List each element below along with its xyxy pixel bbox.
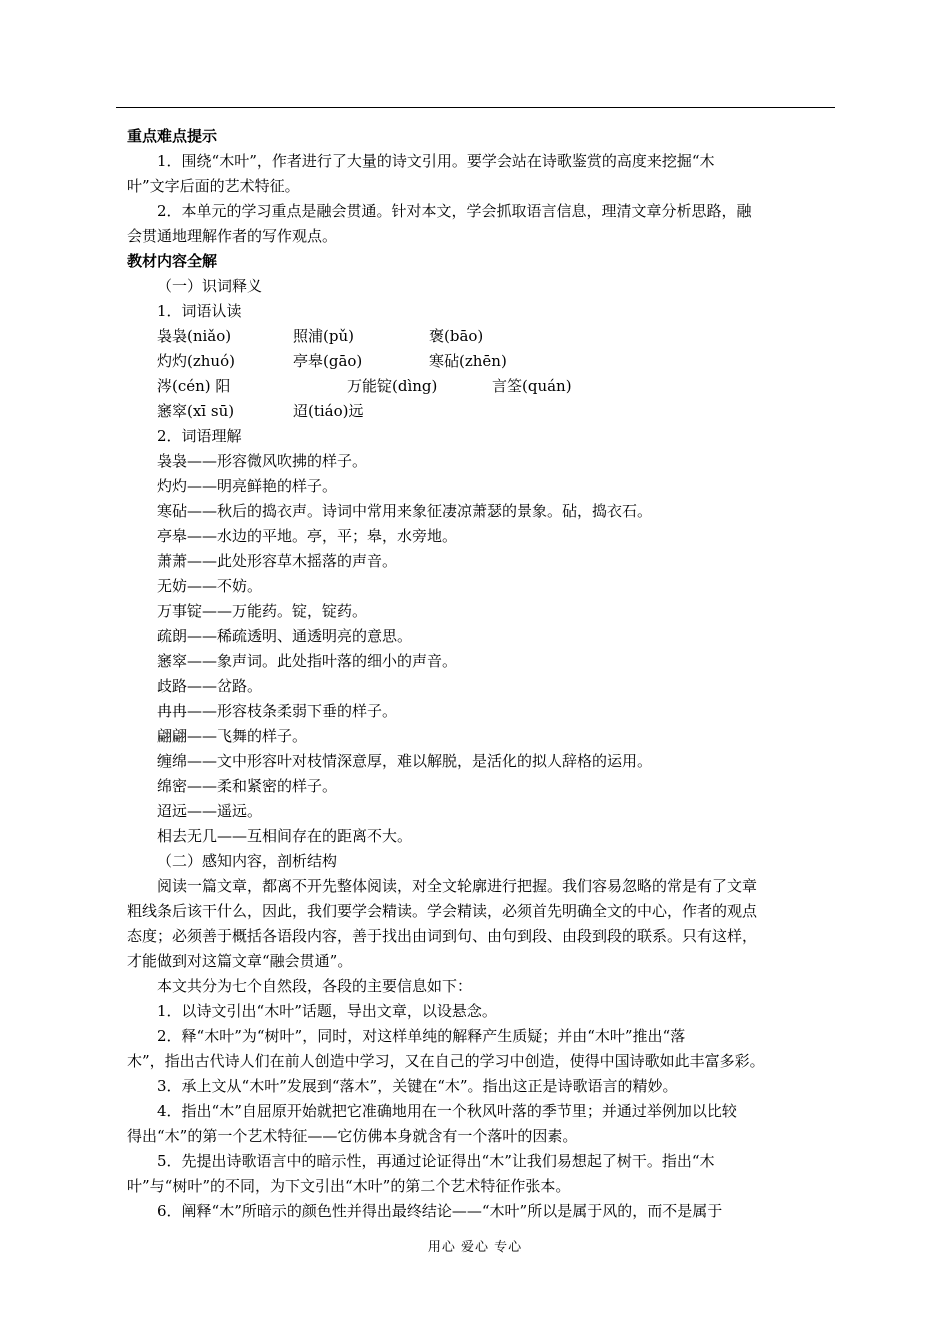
list-item-continuation: 木”，指出古代诗人们在前人创造中学习，又在自己的学习中创造，使得中国诗歌如此丰富多彩。 — [127, 1052, 765, 1070]
subsection-heading: （二）感知内容，剖析结构 — [157, 852, 338, 870]
definition-item: 无妨——不妨。 — [157, 577, 263, 595]
subsection-heading: （一）识词释义 — [157, 277, 263, 295]
vocab-row — [127, 399, 833, 424]
paragraph-line: 2．本单元的学习重点是融会贯通。针对本文，学会抓取语言信息，理清文章分析思路，融 — [157, 202, 752, 220]
vocab-row — [127, 349, 833, 374]
paragraph-line: 态度；必须善于概括各语段内容，善于找出由词到句、由句到段、由段到段的联系。只有这样， — [127, 927, 758, 945]
definition-item: 绵密——柔和紧密的样子。 — [157, 777, 338, 795]
vocab-item: 灼灼(zhuó) — [157, 352, 235, 370]
list-item-continuation: 叶”与“树叶”的不同，为下文引出“木叶”的第二个艺术特征作张本。 — [127, 1177, 571, 1195]
vocab-item: 言筌(quán) — [492, 377, 572, 395]
paragraph-line: 1．围绕“木叶”，作者进行了大量的诗文引用。要学会站在诗歌鉴赏的高度来挖掘“木 — [157, 152, 715, 170]
vocab-item: 袅袅(niǎo) — [157, 327, 232, 345]
definition-item: 迢远——遥远。 — [157, 802, 263, 820]
definition-item: 袅袅——形容微风吹拂的样子。 — [157, 452, 368, 470]
subsection-heading: 1．词语认读 — [157, 302, 242, 320]
definition-item: 冉冉——形容枝条柔弱下垂的样子。 — [157, 702, 398, 720]
definition-item: 灼灼——明亮鲜艳的样子。 — [157, 477, 338, 495]
definition-item: 疏朗——稀疏透明、通透明亮的意思。 — [157, 627, 413, 645]
vocab-item: 照浦(pǔ) — [293, 327, 354, 345]
header-rule — [116, 107, 835, 108]
vocab-item: 褒(bāo) — [429, 327, 484, 345]
definition-item: 寒砧——秋后的捣衣声。诗词中常用来象征凄凉萧瑟的景象。砧，捣衣石。 — [157, 502, 653, 520]
definition-item: 亭皋——水边的平地。亭，平；皋，水旁地。 — [157, 527, 458, 545]
vocab-row — [127, 324, 833, 349]
list-item-continuation: 得出“木”的第一个艺术特征——它仿佛本身就含有一个落叶的因素。 — [127, 1127, 578, 1145]
definition-item: 缠绵——文中形容叶对枝情深意厚，难以解脱，是活化的拟人辞格的运用。 — [157, 752, 653, 770]
list-item: 2．释“木叶”为“树叶”，同时，对这样单纯的解释产生质疑；并由“木叶”推出“落 — [157, 1027, 686, 1045]
list-item: 4．指出“木”自屈原开始就把它准确地用在一个秋风叶落的季节里；并通过举例加以比较 — [157, 1102, 737, 1120]
vocab-row — [127, 374, 833, 399]
section-heading-content: 教材内容全解 — [127, 252, 218, 270]
vocab-item: 亭皋(gāo) — [293, 352, 363, 370]
list-item: 3．承上文从“木叶”发展到“落木”，关键在“木”。指出这正是诗歌语言的精妙。 — [157, 1077, 678, 1095]
page-footer: 用心 爱心 专心 — [427, 1240, 523, 1255]
paragraph-line: 本文共分为七个自然段，各段的主要信息如下： — [157, 977, 473, 995]
list-item: 1．以诗文引出“木叶”话题，导出文章，以设悬念。 — [157, 1002, 497, 1020]
definition-item: 窸窣——象声词。此处指叶落的细小的声音。 — [157, 652, 458, 670]
list-item: 6．阐释“木”所暗示的颜色性并得出最终结论——“木叶”所以是属于风的，而不是属于 — [157, 1202, 723, 1220]
vocab-item: 窸窣(xī sū) — [157, 402, 235, 420]
paragraph-line: 粗线条后该干什么，因此，我们要学会精读。学会精读，必须首先明确全文的中心，作者的观点 — [127, 902, 758, 920]
vocab-item: 迢(tiáo)远 — [293, 402, 364, 420]
definition-item: 相去无几——互相间存在的距离不大。 — [157, 827, 413, 845]
paragraph-line: 会贯通地理解作者的写作观点。 — [127, 227, 338, 245]
vocab-item: 寒砧(zhēn) — [429, 352, 507, 370]
definition-item: 歧路——岔路。 — [157, 677, 263, 695]
list-item: 5．先提出诗歌语言中的暗示性，再通过论证得出“木”让我们易想起了树干。指出“木 — [157, 1152, 715, 1170]
paragraph-line: 才能做到对这篇文章“融会贯通”。 — [127, 952, 353, 970]
definition-item: 翩翩——飞舞的样子。 — [157, 727, 308, 745]
definition-item: 万事锭——万能药。锭，锭药。 — [157, 602, 368, 620]
paragraph-line: 阅读一篇文章，都离不开先整体阅读，对全文轮廓进行把握。我们容易忽略的常是有了文章 — [157, 877, 758, 895]
vocab-item: 涔(cén) 阳 — [157, 377, 231, 395]
document-body — [127, 124, 833, 1224]
paragraph-line: 叶”文字后面的艺术特征。 — [127, 177, 300, 195]
subsection-heading: 2．词语理解 — [157, 427, 242, 445]
section-heading-key-points: 重点难点提示 — [127, 127, 218, 145]
definition-item: 萧萧——此处形容草木摇落的声音。 — [157, 552, 398, 570]
vocab-item: 万能锭(dìng) — [347, 377, 438, 395]
